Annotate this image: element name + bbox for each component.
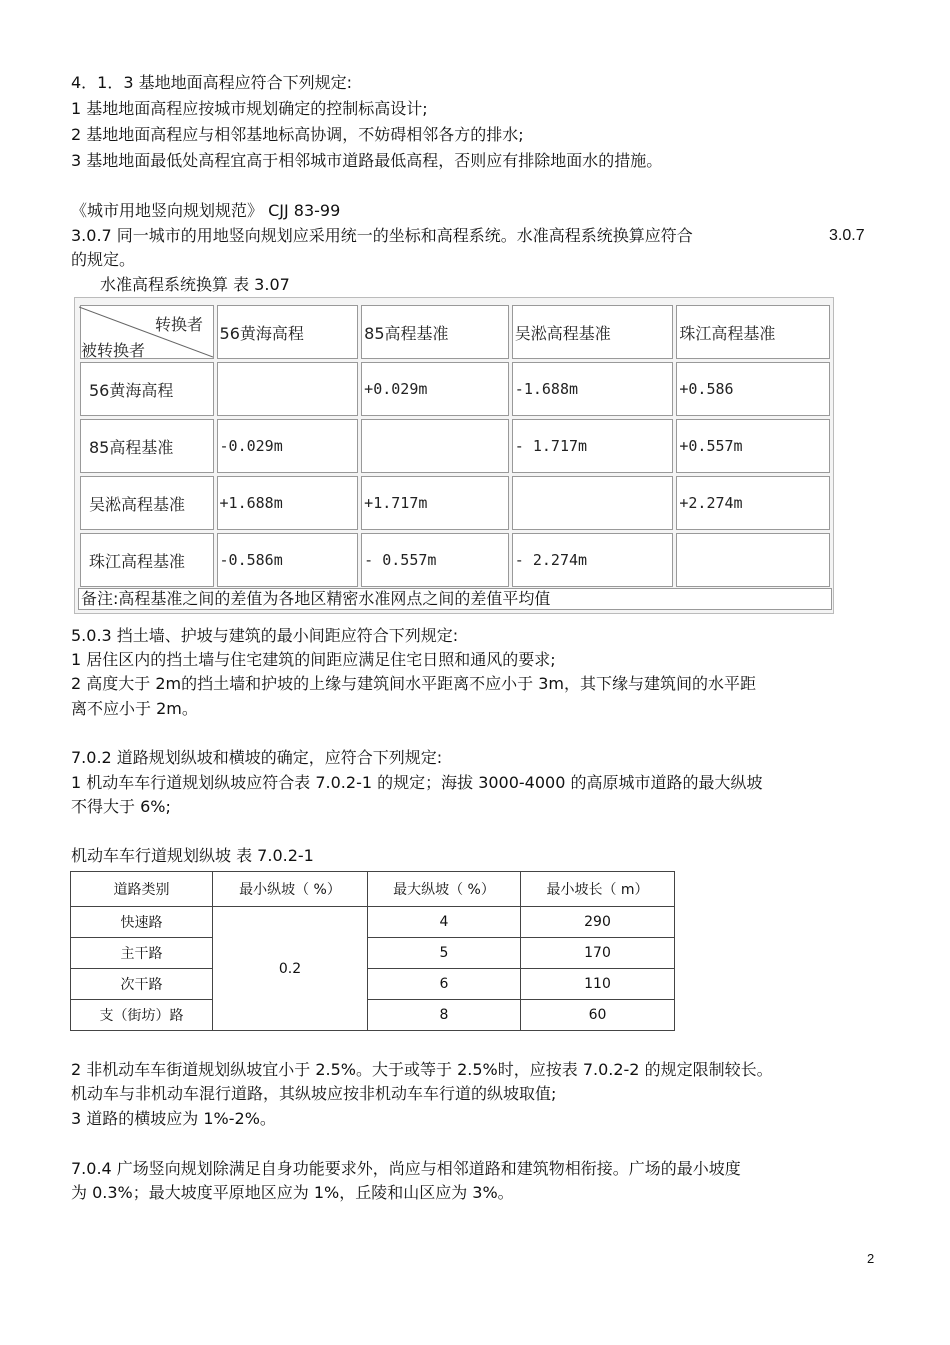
header-cell: 珠江高程基准 [676,305,830,359]
clause-5-0-3: 5.0.3 挡土墙、护坡与建筑的最小间距应符合下列规定: [71,626,459,645]
max-slope-cell: 8 [368,1000,521,1031]
header-cell: 最大纵坡（ %） [368,872,521,907]
longitudinal-slope-table [70,871,675,1031]
max-slope-cell: 5 [368,938,521,969]
min-length-cell: 110 [521,969,675,1000]
table-row [80,476,830,530]
table-row [71,969,675,1000]
standard-title: 《城市用地竖向规划规范》 CJJ 83-99 [71,201,341,220]
table-row [71,1000,675,1031]
table-cell: - 0.557m [361,533,509,587]
row-header: 56黄海高程 [80,362,214,416]
clause-item-2: 2 高度大于 2m的挡土墙和护坡的上缘与建筑间水平距离不应小于 3m，其下缘与建筑间的水平距 [71,674,756,693]
clause-4-1-3: 4．1．3 基地地面高程应符合下列规定: [71,73,353,92]
clause-3-0-7 [71,226,871,246]
road-type-cell: 快速路 [71,907,213,938]
table-cell: +2.274m [676,476,830,530]
clause-item-2: 2 基地地面高程应与相邻基地标高协调，不妨碍相邻各方的排水; [71,125,524,144]
table-cell: +0.029m [361,362,509,416]
elevation-conversion-table [74,297,834,614]
table-note: 备注:高程基准之间的差值为各地区精密水准网点之间的差值平均值 [78,588,832,610]
clause-7-0-2: 7.0.2 道路规划纵坡和横坡的确定，应符合下列规定: [71,748,443,767]
header-cell: 56黄海高程 [217,305,359,359]
min-length-cell: 60 [521,1000,675,1031]
header-cell: 道路类别 [71,872,213,907]
table-cell: +1.717m [361,476,509,530]
table-cell [361,419,509,473]
table-cell: +0.586 [676,362,830,416]
table-cell: -0.586m [217,533,359,587]
table-caption-3-07: 水准高程系统换算 表 3.07 [100,275,290,294]
table-cell: - 1.717m [512,419,674,473]
table-row [80,362,830,416]
diagonal-header-cell [80,305,214,359]
row-header: 珠江高程基准 [80,533,214,587]
clause-item-1: 1 居住区内的挡土墙与住宅建筑的间距应满足住宅日照和通风的要求; [71,650,556,669]
header-cell: 最小坡长（ m） [521,872,675,907]
corner-bottom-label: 被转换者 [81,341,146,360]
header-cell: 最小纵坡（ %） [213,872,368,907]
min-length-cell: 290 [521,907,675,938]
max-slope-cell: 4 [368,907,521,938]
table-header-row [80,305,830,359]
clause-7-0-4: 7.0.4 广场竖向规划除满足自身功能要求外，尚应与相邻道路和建筑物相衔接。广场的最小坡度 [71,1159,741,1178]
header-cell: 吴淞高程基准 [512,305,674,359]
clause-item-2-cont: 离不应小于 2m。 [71,699,198,718]
clause-item-1-cont: 不得大于 6%; [71,797,171,816]
table-caption-7-0-2-1: 机动车车行道规划纵坡 表 7.0.2-1 [71,846,314,865]
max-slope-cell: 6 [368,969,521,1000]
table-cell: -0.029m [217,419,359,473]
road-type-cell: 支（街坊）路 [71,1000,213,1031]
table-row [80,533,830,587]
clause-item-1: 1 机动车车行道规划纵坡应符合表 7.0.2-1 的规定；海拔 3000-4000 的高原城市道路的最大纵坡 [71,773,763,792]
min-length-cell: 170 [521,938,675,969]
min-slope-cell: 0.2 [213,907,368,1031]
clause-3-0-7-ref: 3.0.7 [829,227,865,244]
table-row [71,938,675,969]
clause-3-0-7-text: 3.0.7 同一城市的用地竖向规划应采用统一的坐标和高程系统。水准高程系统换算应符合 [71,226,693,245]
table-cell: +1.688m [217,476,359,530]
clause-item-1: 1 基地地面高程应按城市规划确定的控制标高设计; [71,99,428,118]
table-cell: -1.688m [512,362,674,416]
road-type-cell: 主干路 [71,938,213,969]
table-cell [217,362,359,416]
clause-7-0-4-cont: 为 0.3%；最大坡度平原地区应为 1%，丘陵和山区应为 3%。 [71,1183,514,1202]
row-header: 85高程基准 [80,419,214,473]
row-header: 吴淞高程基准 [80,476,214,530]
clause-item-2: 2 非机动车车街道规划纵坡宜小于 2.5%。大于或等于 2.5%时，应按表 7.0.2-2 的规定限制较长。 [71,1060,773,1079]
table-header-row [71,872,675,907]
table-cell: - 2.274m [512,533,674,587]
table-row [71,907,675,938]
header-cell: 85高程基准 [361,305,509,359]
table-cell [512,476,674,530]
table-cell: +0.557m [676,419,830,473]
clause-item-2-cont: 机动车与非机动车混行道路，其纵坡应按非机动车车行道的纵坡取值; [71,1084,557,1103]
corner-top-label: 转换者 [155,315,204,334]
road-type-cell: 次干路 [71,969,213,1000]
clause-item-3: 3 道路的横坡应为 1%-2%。 [71,1109,276,1128]
page-number: 2 [867,1251,875,1266]
table-row [80,419,830,473]
clause-item-3: 3 基地地面最低处高程宜高于相邻城市道路最低高程，否则应有排除地面水的措施。 [71,151,663,170]
clause-3-0-7-cont: 的规定。 [71,250,136,269]
table-cell [676,533,830,587]
